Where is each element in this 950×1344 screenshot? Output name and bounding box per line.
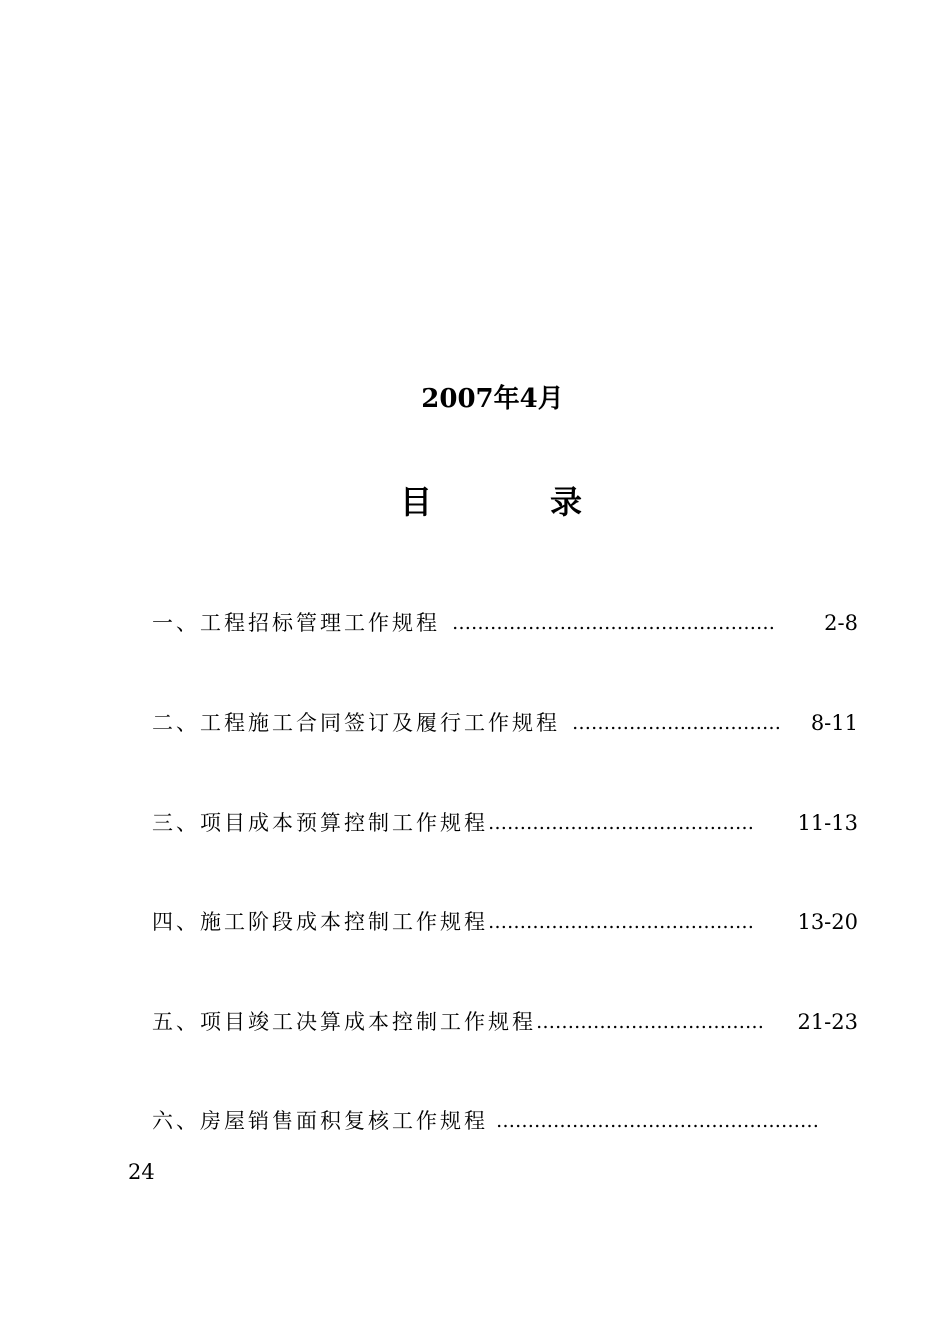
toc-leader-dots: …………………………………… (488, 812, 754, 834)
toc-entry-title: 工程施工合同签订及履行工作规程 (200, 711, 560, 735)
toc-leader-dots: …………………………………… (488, 911, 754, 933)
toc-entry-number: 六、 (152, 1109, 200, 1133)
toc-entry-3[interactable] (152, 806, 858, 840)
toc-entry-number: 四、 (152, 910, 200, 934)
toc-entry-number: 一、 (152, 611, 200, 635)
toc-entry-pages: 21-23 (797, 1010, 858, 1034)
toc-entry-number: 三、 (152, 811, 200, 835)
toc-entry-title: 工程招标管理工作规程 (200, 611, 440, 635)
toc-entry-1[interactable] (152, 606, 858, 640)
toc-entry-title: 项目竣工决算成本控制工作规程 (200, 1010, 536, 1034)
toc-leader-dots: …………………………………………… (496, 1110, 819, 1132)
toc-entry-6-pages: 24 (128, 1160, 155, 1184)
toc-entry-pages: 8-11 (810, 711, 858, 735)
toc-title (400, 477, 600, 527)
toc-entry-6[interactable] (152, 1104, 858, 1138)
document-date: 2007年4月 (421, 384, 564, 414)
toc-entry-title: 房屋销售面积复核工作规程 (200, 1109, 488, 1133)
toc-entry-number: 五、 (152, 1010, 200, 1034)
toc-title-char-2: 录 (550, 483, 583, 521)
toc-title-char-1: 目 (400, 483, 433, 521)
toc-entry-2[interactable] (152, 706, 858, 740)
toc-entry-pages: 2-8 (824, 611, 858, 635)
toc-leader-dots: …………………………… (572, 712, 781, 734)
toc-entry-5[interactable] (152, 1005, 858, 1039)
toc-leader-dots: ……………………………… (536, 1011, 764, 1033)
toc-entry-pages: 13-20 (797, 910, 858, 934)
toc-entry-title: 施工阶段成本控制工作规程 (200, 910, 488, 934)
toc-entry-pages: 11-13 (797, 811, 858, 835)
toc-entry-number: 二、 (152, 711, 200, 735)
toc-leader-dots: …………………………………………… (452, 612, 775, 634)
toc-entry-title: 项目成本预算控制工作规程 (200, 811, 488, 835)
toc-entry-4[interactable] (152, 905, 858, 939)
